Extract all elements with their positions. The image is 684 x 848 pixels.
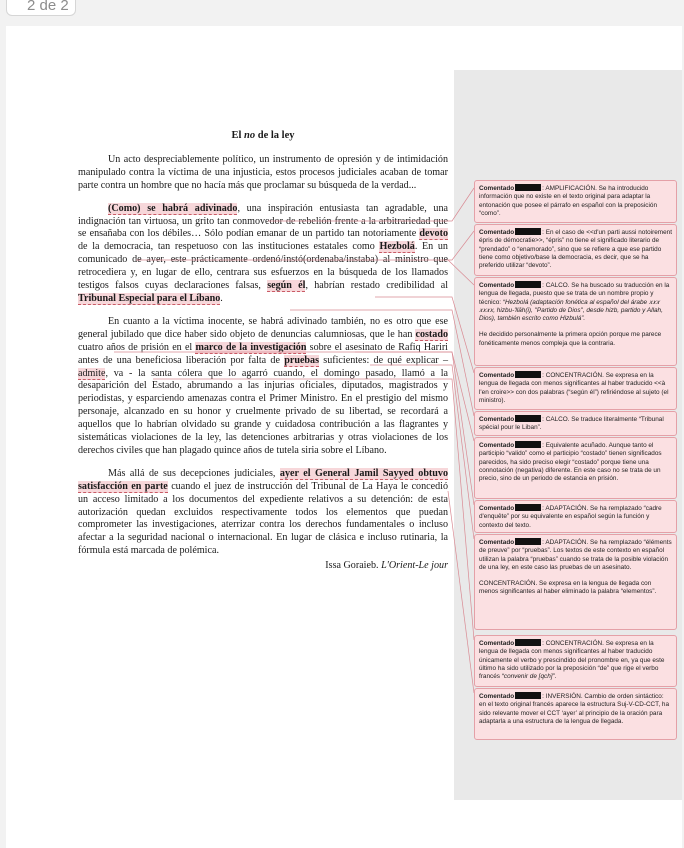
comment-8[interactable]: Comentado : ADAPTACIÓN. Se ha remplazado “éléments de preuve” por “pruebas”. Los textos de este contexto en español utilizan la palabra “pruebas” cuando se trata de la posible violación de una ley, en este caso las pruebas de un asesinato. CONCENTRACIÓN. Se expresa en la lengua de llegada con menos significantes al haber eliminado la palabra “elementos”. (474, 534, 677, 630)
document-body (78, 130, 448, 573)
comment-2[interactable]: Comentado : En el caso de <<d'un parti aussi notoirement épris de démocratie>>, “épris” no tiene el significado literario de “prendado” o “enamorado”, sino que se refiere a que ese partido tiene como objetivo/base la democracia, es decir, que se ha preferido utilizar “devoto”. (474, 224, 677, 276)
redacted-author (515, 538, 541, 545)
highlight-como[interactable]: (Como) se habrá adivinado (108, 202, 238, 214)
comment-4[interactable]: Comentado : CONCENTRACIÓN. Se expresa en la lengua de llegada con menos significantes al haber traducido <<à l'en croire>> con dos palabras (“según él”) refiriéndose al sujeto (el ministro). (474, 367, 677, 410)
article-title: El no de la ley (231, 130, 295, 141)
redacted-author (515, 184, 541, 191)
highlight-costado[interactable]: costado (415, 328, 448, 340)
redacted-author (515, 415, 541, 422)
highlight-segun-el[interactable]: según él (267, 280, 306, 292)
comment-10[interactable]: Comentado : INVERSIÓN. Cambio de orden sintáctico: en el texto original francés aparece la estructura Suj-V-CD-CCT, ha sido relevante mover el CCT ‘ayer’ al principio de la oración para adaptarla a una estructura de la lengua de llegada. (474, 688, 677, 740)
redacted-author (515, 639, 541, 646)
page-indicator: 2 de 2 (6, 0, 76, 16)
highlight-admite[interactable]: admite (78, 367, 106, 379)
highlight-hezbola[interactable]: Hezbolá (379, 241, 415, 253)
redacted-author (515, 371, 541, 378)
comment-9[interactable]: Comentado : CONCENTRACIÓN. Se expresa en la lengua de llegada con menos significantes al haber traducido únicamente el verbo y prescindido del pronombre en, ya que este último ha sido utilizado por la preposición “de” que rige el verbo francés “convenir de [qch]”. (474, 635, 677, 687)
comment-1[interactable]: Comentado : AMPLIFICACIÓN. Se ha introducido información que no existe en el texto original para adaptar la entonación que posee el párrafo en español con la preposición “como”. (474, 180, 677, 223)
comment-3[interactable]: Comentado : CALCO. Se ha buscado su traducción en la lengua de llegada, puesto que se trata de un nombre propio y técnico: “Hezbolá (adaptación fonética al español del árabe 𝑥𝑥𝑥 𝑥𝑥𝑥𝑥, hizbu-'llāh(i), "Partido de Dios", desde hizb, partido y Allah, Dios), también escrito como Hizbulá”. He decidido personalmente la primera opción porque me parece fonéticamente menos compleja que la contraria. (474, 277, 677, 366)
highlight-pruebas[interactable]: pruebas (284, 354, 320, 366)
paragraph-1: Un acto despreciablemente político, un instrumento de opresión y de intimidación manipulado contra la víctima de una injusticia, estos procesos judiciales acaban de tomar parte contra un hombre que no hacía más que proclamar su búsqueda de la verdad... (78, 153, 448, 191)
redacted-author (515, 504, 541, 511)
highlight-tribunal[interactable]: Tribunal Especial para el Líbano (78, 292, 221, 304)
highlight-ayer[interactable]: ayer el General Jamil Sayyed obtuvo satisfacción en parte (78, 467, 449, 492)
paragraph-4: Más allá de sus decepciones judiciales, ayer el General Jamil Sayyed obtuvo satisfacción en parte cuando el juez de instrucción del Tribunal de La Haya le concedió un acceso limitado a los documentos del expediente relativos a su detención: de esta autorización quedan excluidos respectivamente todos los elementos que puedan comprometer las investigaciones, aterrizar contra los derechos fundamentales o incluso afectar a la seguridad nacional o internacional. En lugar de clásica e incluso rutinaria, la fórmula está marcada de polémica. (78, 467, 449, 557)
article-signature: Issa Goraieb. L'Orient-Le jour (325, 560, 448, 572)
redacted-author (515, 281, 541, 288)
comment-7[interactable]: Comentado : ADAPTACIÓN. Se ha remplazado “cadre d'enquête” por su equivalente en español según la función y contexto del texto. (474, 500, 677, 533)
comment-5[interactable]: Comentado : CALCO. Se traduce literalmente “Tribunal spécial pour le Liban”. (474, 411, 677, 436)
paragraph-2: (Como) se habrá adivinado, una inspiración entusiasta tan agradable, una indignación tan virtuosa, un grito tan conmovedor de rebelión frente a la arbitrariedad que se ensañaba con los débiles… Sólo podían emanar de un partido tan notoriamente devoto de la democracia, tan respetuoso con las instituciones estatales como Hezbolá. En un comunicado de ayer, este prácticamente ordenó/instó(ordenaba/instaba) al ministro que retrocediera y, en lugar de ello, centrara sus esfuerzos en la búsqueda de los llamados testigos falsos cuyas declaraciones falsas, según él, habrían restado credibilidad al Tribunal Especial para el Líbano. (78, 202, 448, 304)
highlight-devoto[interactable]: devoto (419, 228, 448, 240)
redacted-author (515, 441, 541, 448)
redacted-author (515, 692, 541, 699)
highlight-marco[interactable]: marco de la investigación (195, 341, 307, 353)
comment-6[interactable]: Comentado : Equivalente acuñado. Aunque tanto el participio “valido” como el participio “costado” tienen significados parecidos, ha sido preciso elegir “costado” porque tiene una connotación (negativa) diferente. En este caso no se trata de un precio, sino de un periodo de estancia en prisión. (474, 437, 677, 499)
paragraph-3: En cuanto a la víctima inocente, se habrá adivinado también, no es otro que ese general jubilado que dice haber sido objeto de denuncias calumniosas, que le han costado cuatro años de prisión en el marco de la investigación sobre el asesinato de Rafiq Hariri antes de una beneficiosa liberación por falta de pruebas suficientes: de qué explicar – admite, va - la santa cólera que lo agarró cuando, el domingo pasado, llamó a la desaparición del Estado, abrumando a las injurias oficiales, diputados, magistrados y periodistas, y esparciendo amenazas contra el Primer Ministro. En el prestigio del mismo personaje, alcanzado en su honor y cruelmente privado de su libertad, se recordará a aquellos que lo habrían olvidado su grande y cuidadosa contribución a las flagrantes y sistemáticas violaciones de la ley, las detenciones arbitrarias y otras violaciones de los derechos civiles que han plagado quince años de tutela siria sobre el Líbano. (78, 315, 448, 456)
redacted-author (515, 228, 541, 235)
